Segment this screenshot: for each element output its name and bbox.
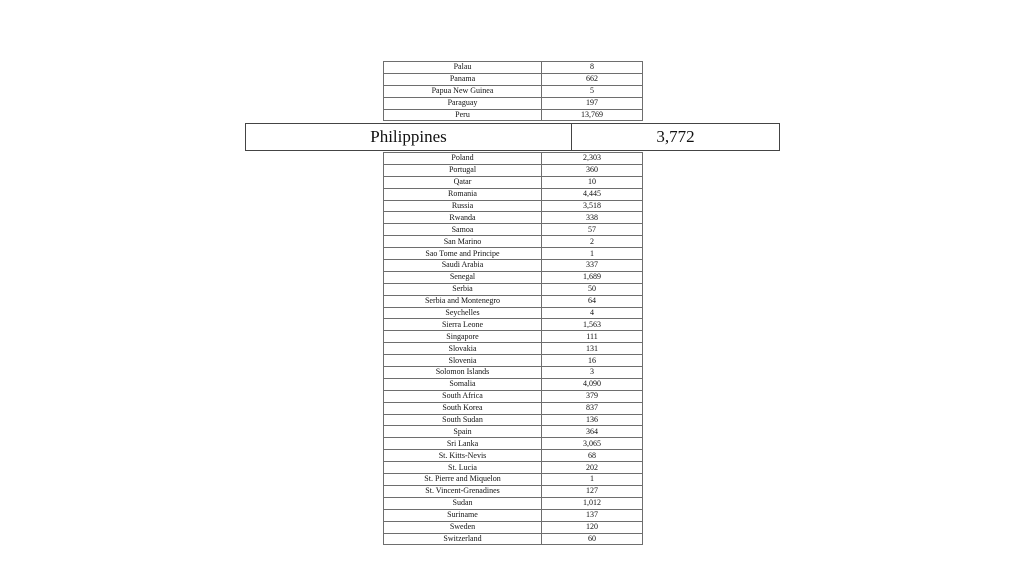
value-cell: 4,445 (542, 188, 643, 200)
value-cell: 8 (542, 62, 643, 74)
table-row (384, 73, 643, 85)
country-cell: Samoa (384, 224, 542, 236)
value-cell: 136 (542, 414, 643, 426)
country-cell: St. Lucia (384, 462, 542, 474)
country-cell: Poland (384, 153, 542, 165)
value-cell: 1,012 (542, 497, 643, 509)
value-cell: 3 (542, 367, 643, 379)
table-row (384, 62, 643, 74)
table-row (384, 188, 643, 200)
value-cell: 137 (542, 509, 643, 521)
value-cell: 64 (542, 295, 643, 307)
highlight-country: Philippines (246, 124, 572, 151)
country-cell: Slovakia (384, 343, 542, 355)
table-row (384, 248, 643, 260)
country-cell: Romania (384, 188, 542, 200)
country-cell: Sri Lanka (384, 438, 542, 450)
country-cell: Sao Tome and Principe (384, 248, 542, 260)
table-row (384, 462, 643, 474)
table-row (384, 367, 643, 379)
country-cell: Sudan (384, 497, 542, 509)
table-row (384, 509, 643, 521)
value-cell: 338 (542, 212, 643, 224)
table-row (384, 414, 643, 426)
highlight-row (246, 124, 780, 151)
value-cell: 1 (542, 248, 643, 260)
country-cell: Serbia and Montenegro (384, 295, 542, 307)
table-row (384, 260, 643, 272)
table-row (384, 438, 643, 450)
country-cell: Portugal (384, 164, 542, 176)
table-row (384, 212, 643, 224)
value-cell: 379 (542, 390, 643, 402)
value-cell: 5 (542, 85, 643, 97)
highlight-value: 3,772 (572, 124, 780, 151)
table-row (384, 85, 643, 97)
table-row (384, 224, 643, 236)
value-cell: 202 (542, 462, 643, 474)
table-row (384, 236, 643, 248)
table-row (384, 97, 643, 109)
table-row (384, 378, 643, 390)
value-cell: 127 (542, 485, 643, 497)
table-row (384, 390, 643, 402)
table-row (384, 319, 643, 331)
table-row (384, 307, 643, 319)
country-cell: Singapore (384, 331, 542, 343)
table-row (384, 271, 643, 283)
value-cell: 1 (542, 474, 643, 486)
country-cell: Papua New Guinea (384, 85, 542, 97)
country-cell: Sweden (384, 521, 542, 533)
value-cell: 1,689 (542, 271, 643, 283)
value-cell: 16 (542, 355, 643, 367)
country-cell: Panama (384, 73, 542, 85)
value-cell: 364 (542, 426, 643, 438)
value-cell: 837 (542, 402, 643, 414)
value-cell: 4 (542, 307, 643, 319)
table-body-bottom (384, 153, 643, 545)
value-cell: 360 (542, 164, 643, 176)
country-cell: Sierra Leone (384, 319, 542, 331)
country-cell: St. Kitts-Nevis (384, 450, 542, 462)
country-cell: St. Vincent-Grenadines (384, 485, 542, 497)
value-cell: 10 (542, 176, 643, 188)
table-row (384, 402, 643, 414)
country-cell: Peru (384, 109, 542, 121)
value-cell: 662 (542, 73, 643, 85)
value-cell: 13,769 (542, 109, 643, 121)
value-cell: 50 (542, 283, 643, 295)
country-cell: Qatar (384, 176, 542, 188)
table-row (384, 497, 643, 509)
value-cell: 337 (542, 260, 643, 272)
table-row (384, 521, 643, 533)
country-cell: Rwanda (384, 212, 542, 224)
country-cell: Somalia (384, 378, 542, 390)
table-row (384, 164, 643, 176)
table-row (384, 200, 643, 212)
table-row (384, 109, 643, 121)
country-cell: South Africa (384, 390, 542, 402)
country-cell: Saudi Arabia (384, 260, 542, 272)
value-cell: 3,518 (542, 200, 643, 212)
country-cell: Russia (384, 200, 542, 212)
table-row (384, 153, 643, 165)
value-cell: 120 (542, 521, 643, 533)
table-row (384, 176, 643, 188)
value-cell: 68 (542, 450, 643, 462)
value-cell: 57 (542, 224, 643, 236)
country-cell: Senegal (384, 271, 542, 283)
country-cell: Palau (384, 62, 542, 74)
highlight-row-table (245, 123, 780, 151)
country-table-top (383, 61, 643, 121)
table-row (384, 295, 643, 307)
value-cell: 111 (542, 331, 643, 343)
country-cell: San Marino (384, 236, 542, 248)
value-cell: 1,563 (542, 319, 643, 331)
table-row (384, 331, 643, 343)
country-cell: Spain (384, 426, 542, 438)
table-row (384, 474, 643, 486)
country-cell: Suriname (384, 509, 542, 521)
table-row (384, 485, 643, 497)
value-cell: 2 (542, 236, 643, 248)
country-cell: Serbia (384, 283, 542, 295)
country-cell: St. Pierre and Miquelon (384, 474, 542, 486)
table-row (384, 355, 643, 367)
table-row (384, 343, 643, 355)
value-cell: 2,303 (542, 153, 643, 165)
country-cell: Slovenia (384, 355, 542, 367)
country-cell: Switzerland (384, 533, 542, 545)
table-row (384, 533, 643, 545)
table-body-top (384, 62, 643, 121)
country-cell: Solomon Islands (384, 367, 542, 379)
table-row (384, 426, 643, 438)
table-row (384, 283, 643, 295)
value-cell: 197 (542, 97, 643, 109)
value-cell: 131 (542, 343, 643, 355)
country-cell: Seychelles (384, 307, 542, 319)
country-cell: Paraguay (384, 97, 542, 109)
value-cell: 60 (542, 533, 643, 545)
country-cell: South Sudan (384, 414, 542, 426)
country-cell: South Korea (384, 402, 542, 414)
country-table-bottom (383, 152, 643, 545)
value-cell: 3,065 (542, 438, 643, 450)
table-row (384, 450, 643, 462)
value-cell: 4,090 (542, 378, 643, 390)
